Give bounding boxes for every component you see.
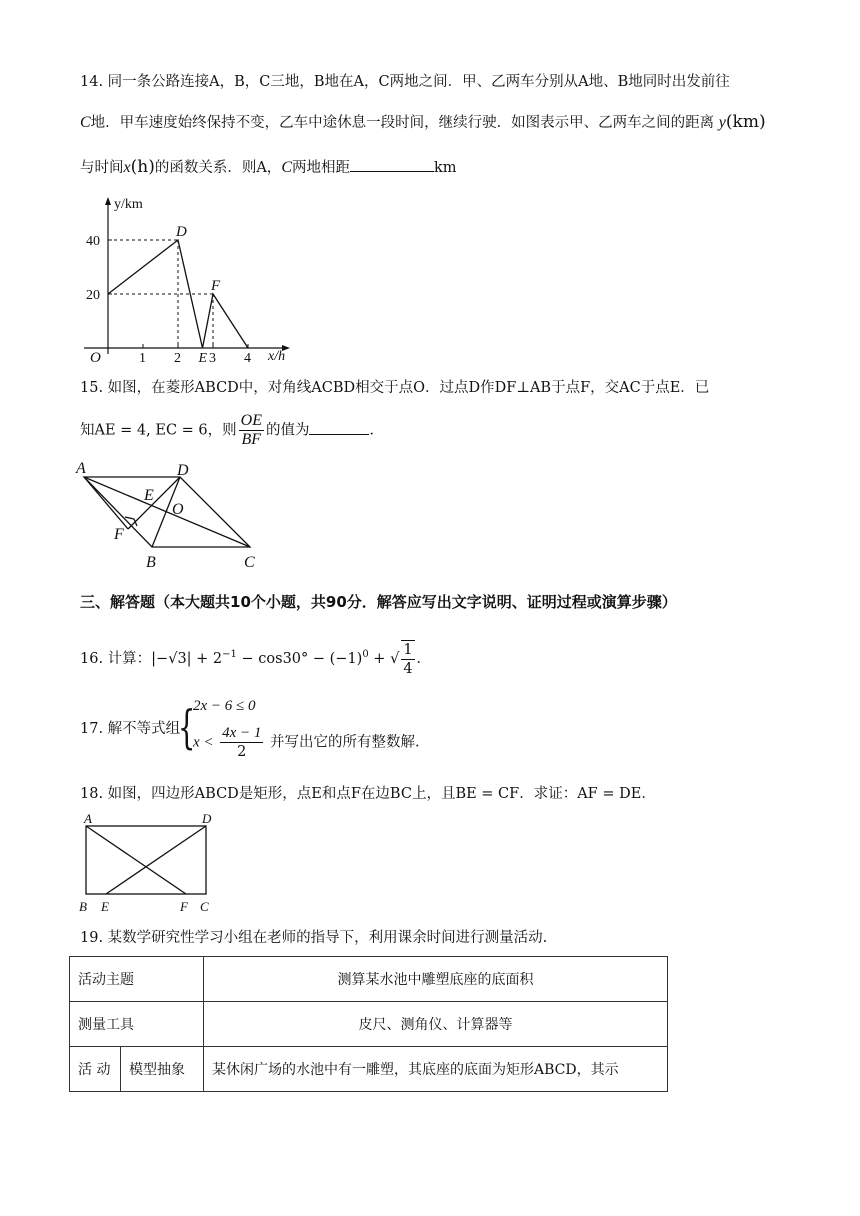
origin-label: O [90,350,101,366]
diagonal-ac [84,477,250,547]
q14-line2 [80,112,766,133]
q14-chart [78,195,308,367]
q14-var-y: y [718,114,726,131]
x-tick-label: 3 [209,351,216,366]
q14-line3 [80,157,457,178]
q14-unit: (km) [725,112,766,132]
q14-var-c: C [281,159,292,176]
q17-ineq2-text: x < [193,734,214,751]
label-a: A [84,812,92,826]
q14-line1: 14. 同一条公路连接A，B，C三地，B地在A，C两地之间．甲、乙两车分别从A地、B地同时出发前往 [80,74,730,90]
q15-answer-blank[interactable] [309,420,369,435]
q17-ineq1-text: 2x − 6 ≤ 0 [193,698,256,714]
q16-expr: |−√3| + 2 [151,651,223,667]
x-tick-label: 4 [244,351,251,366]
q16-end: ． [416,651,432,667]
q17-frac-num: 4x − 1 [222,725,262,741]
table-cell-label: 活动主题 [70,957,204,1002]
q16-frac-den: 4 [403,661,413,677]
x-tick-label: E [198,351,208,366]
q17-frac-den: 2 [237,744,247,760]
q15-line1: 15. 如图，在菱形ABCD中，对角线ACBD相交于点O．过点D作DF⊥AB于点F，交AC于点E．已 [80,380,710,396]
label-o: O [172,501,184,518]
table-cell-label: 活 动 [70,1047,121,1092]
q18-text: 18. 如图，四边形ABCD是矩形，点E和点F在边BC上，且BE = CF．求证：AF = DE． [80,786,656,802]
table-row [70,1047,668,1092]
q17-fraction [220,724,263,761]
segment-af [86,826,186,894]
table-cell-value: 某休闲广场的水池中有一雕塑，其底座的底面为矩形ABCD，其示 [204,1047,668,1092]
q16-expr: − cos30° − (−1) [236,651,363,667]
label-b: B [146,554,156,571]
table-cell-value: 皮尺、测角仪、计算器等 [204,1002,668,1047]
q14-text: 地．甲车速度始终保持不变，乙车中途休息一段时间，继续行驶．如图表示甲、乙两车之间的距离 [90,115,715,131]
table-row [70,1002,668,1047]
q16-line [80,640,431,678]
q16-expr: + √ [368,651,400,667]
q15-frac-den: BF [241,431,262,448]
q14-unit-km: km [433,160,457,176]
q15-line2 [80,412,384,449]
q16-prefix: 16. 计算： [80,651,152,667]
q15-fraction [239,412,264,449]
table-row [70,957,668,1002]
q15-frac-num: OE [240,412,262,429]
q15-rhombus-figure [72,455,272,575]
table-cell-sublabel: 模型抽象 [121,1047,204,1092]
label-b: B [79,899,87,914]
q19-activity-table [69,956,668,1092]
q14-text: 两地相距 [291,160,350,176]
section-3-heading: 三、解答题（本大题共10个小题，共90分．解答应写出文字说明、证明过程或演算步骤） [80,593,677,611]
q14-var-c: C [80,114,91,131]
q15-text: 知AE = 4, EC = 6，则 [80,422,237,439]
q14-var-x: x [123,159,131,176]
segment-de [106,826,206,894]
table-cell-label: 测量工具 [70,1002,204,1047]
q17-brace: { [177,700,196,754]
x-tick-label: 2 [174,351,181,366]
q14-answer-blank[interactable] [350,157,434,172]
label-f: F [114,526,124,543]
q14-unit: (h) [130,157,155,177]
y-axis-label: y/km [114,197,143,212]
label-c: C [200,899,209,914]
q17-inequality-2 [193,724,420,761]
q16-frac-num: 1 [403,642,413,658]
label-e: E [144,487,154,504]
q17-inequality-1 [193,696,256,716]
y-tick-label: 20 [86,288,100,303]
label-c: C [244,554,255,571]
q19-text: 19. 某数学研究性学习小组在老师的指导下，利用课余时间进行测量活动. [80,930,548,946]
point-label-d: D [176,224,187,240]
y-tick-label: 40 [86,234,100,249]
q16-exponent: −1 [222,649,237,661]
q15-text: 的值为 [265,422,310,439]
q16-exponent: 0 [362,649,369,661]
q16-fraction [401,640,414,678]
q17-prefix: 17. 解不等式组 [80,721,181,737]
label-d: D [202,812,212,826]
table-cell-value: 测算某水池中雕塑底座的底面积 [204,957,668,1002]
label-f: F [180,899,188,914]
label-e: E [101,899,109,914]
y-axis-arrow [105,197,111,205]
x-axis-label: x/h [268,349,286,364]
segment-af [84,477,128,529]
q14-text: 的函数关系．则A， [154,160,282,176]
rectangle-abcd [86,826,206,894]
label-d: D [177,462,189,479]
q15-text: ． [369,422,384,439]
label-a: A [76,460,86,477]
q18-rectangle-figure [76,812,226,916]
q17-suffix: 并写出它的所有整数解. [270,734,420,751]
q14-text: 与时间 [80,160,124,176]
x-tick-label: 1 [139,351,146,366]
point-label-f: F [211,278,221,294]
